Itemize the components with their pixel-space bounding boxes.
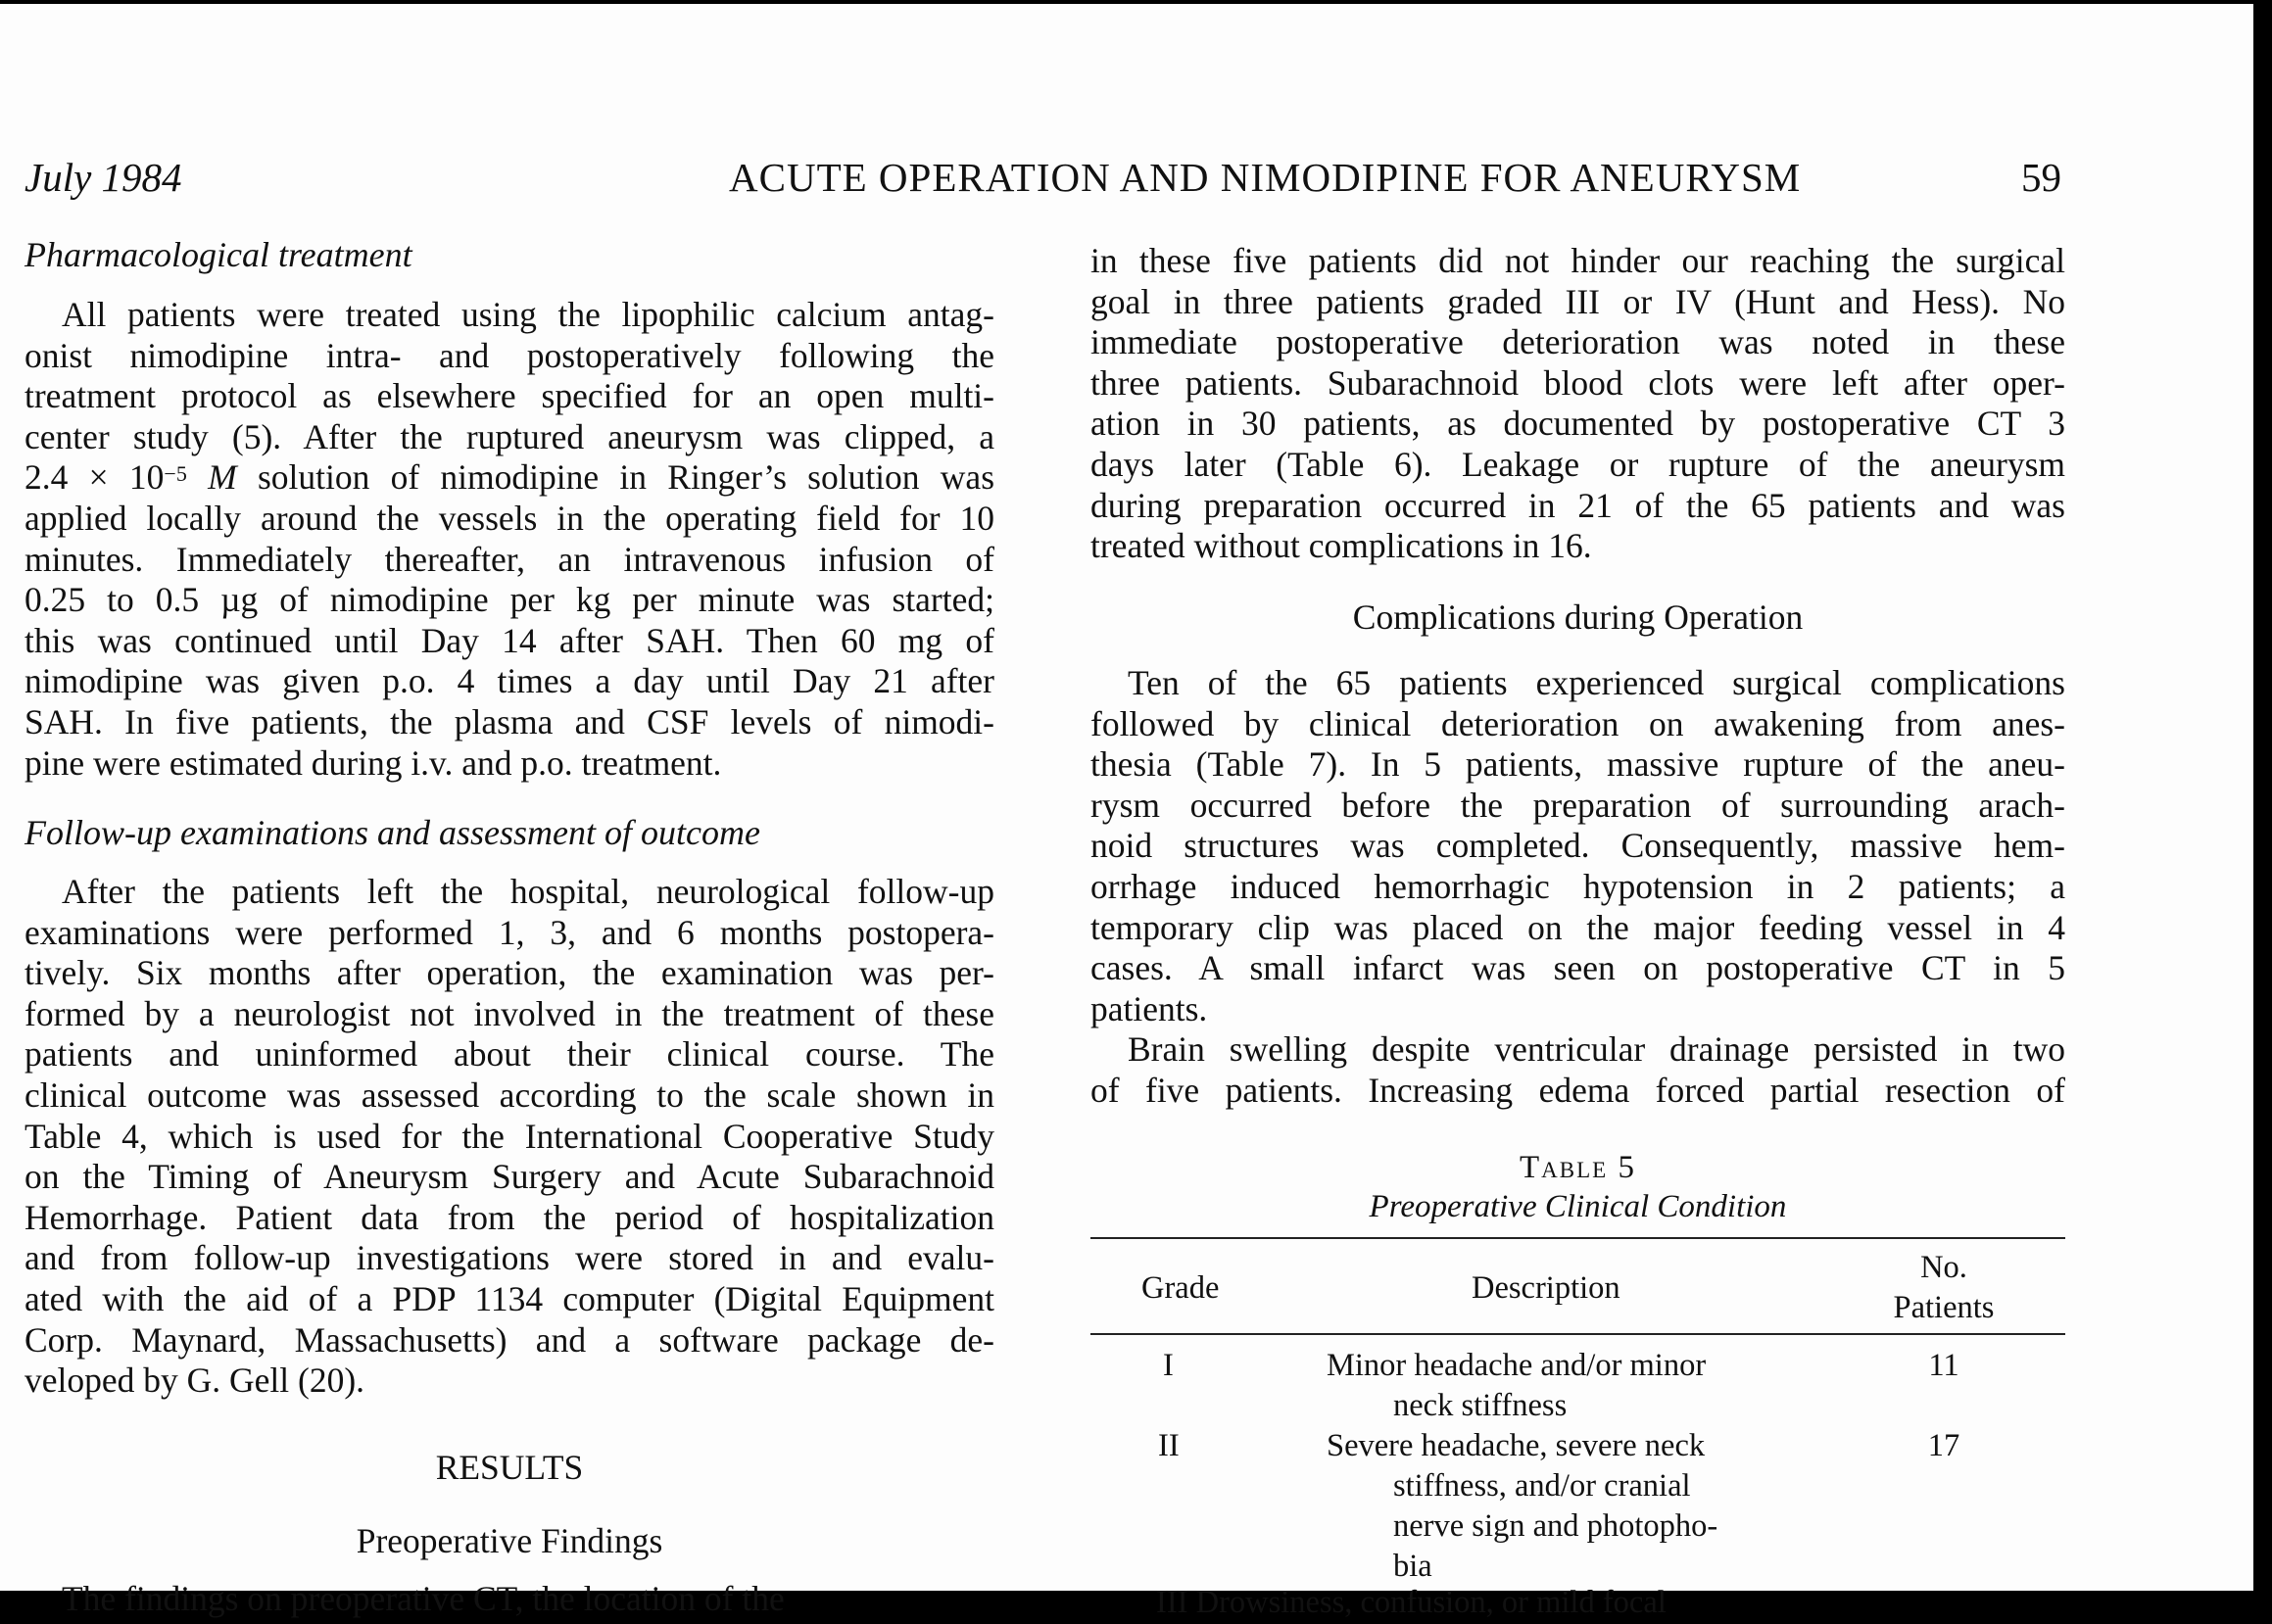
text-line: temporary clip was placed on the major feeding vessel in 4 bbox=[1090, 907, 2065, 947]
text-line: thesia (Table 7). In 5 patients, massive rupture of the aneu- bbox=[1090, 744, 2065, 785]
text-line: orrhage induced hemorrhagic hypotension in 2 patients; a bbox=[1090, 866, 2065, 906]
table-row-grade: II bbox=[1158, 1428, 1180, 1463]
text-line: during preparation occurred in 21 of the 65 patients and was bbox=[1090, 485, 2065, 525]
text-line: minutes. Immediately thereafter, an intravenous infusion of bbox=[24, 539, 994, 579]
text-line: rysm occurred before the preparation of surrounding arach- bbox=[1090, 785, 2065, 825]
page-number: 59 bbox=[2021, 155, 2061, 200]
table-row-description: Severe headache, severe neck stiffness, and/or cranial nerve sign and photopho- bia bbox=[1327, 1428, 1718, 1584]
text-line: three patients. Subarachnoid blood clots were left after oper- bbox=[1090, 362, 2065, 403]
exponent: −5 bbox=[164, 461, 187, 487]
text-line: this was continued until Day 14 after SAH. Then 60 mg of bbox=[24, 620, 994, 660]
text-line: and from follow-up investigations were stored in and evalu- bbox=[24, 1238, 994, 1278]
text-line: Hemorrhage. Patient data from the period of hospitalization bbox=[24, 1197, 994, 1237]
pharm-paragraph bbox=[24, 295, 994, 784]
text-line: SAH. In five patients, the plasma and CSF levels of nimodi- bbox=[24, 701, 994, 741]
section-heading-pharmacological: Pharmacological treatment bbox=[24, 235, 412, 274]
complications-paragraph bbox=[1090, 663, 2065, 1112]
text-line: Corp. Maynard, Massachusetts) and a software package de- bbox=[24, 1319, 994, 1360]
subsection-heading-complications: Complications during Operation bbox=[1352, 597, 1804, 637]
text-line: Ten of the 65 patients experienced surgical complications bbox=[1128, 663, 2065, 702]
text-line: tively. Six months after operation, the examination was per- bbox=[24, 953, 994, 993]
results-heading-block bbox=[24, 1448, 994, 1489]
text-line: treated without complications in 16. bbox=[1090, 526, 1592, 566]
table-header-rule bbox=[1090, 1333, 2065, 1335]
running-head-date: July 1984 bbox=[24, 155, 182, 200]
text-line: followed by clinical deterioration on awakening from anes- bbox=[1090, 703, 2065, 743]
table-top-rule bbox=[1090, 1237, 2065, 1239]
text-line: applied locally around the vessels in the operating field for 10 bbox=[24, 498, 994, 538]
clipped-table-row: III Drowsiness, confusion, or mild focal bbox=[1156, 1585, 1667, 1620]
text-line: patients and uninformed about their clinical course. The bbox=[24, 1034, 994, 1075]
continued-paragraph bbox=[1090, 241, 2065, 567]
text-line: noid structures was completed. Consequently, massive hem- bbox=[1090, 826, 2065, 866]
text-line: goal in three patients graded III or IV (Hunt and Hess). No bbox=[1090, 281, 2065, 321]
table-label: Table 5 bbox=[1520, 1150, 1636, 1185]
text-line: days later (Table 6). Leakage or rupture of the aneurysm bbox=[1090, 444, 2065, 484]
text-line: center study (5). After the ruptured aneurysm was clipped, a bbox=[24, 416, 994, 456]
table-row-patients: 17 bbox=[1927, 1428, 1960, 1463]
table-header-description: Description bbox=[1472, 1270, 1620, 1306]
section-heading-followup: Follow-up examinations and assessment of outcome bbox=[24, 813, 760, 852]
text-line: formed by a neurologist not involved in the treatment of these bbox=[24, 993, 994, 1033]
text-line: ation in 30 patients, as documented by postoperative CT 3 bbox=[1090, 404, 2065, 444]
molar-unit: M bbox=[208, 457, 237, 498]
text-line: onist nimodipine intra- and postoperatively following the bbox=[24, 335, 994, 375]
text-line: pine were estimated during i.v. and p.o. treatment. bbox=[24, 742, 722, 783]
pharm-heading-block bbox=[24, 235, 994, 276]
journal-page bbox=[0, 4, 2253, 1620]
text-line: on the Timing of Aneurysm Surgery and Acute Subarachnoid bbox=[24, 1157, 994, 1197]
preop-heading-block bbox=[24, 1521, 994, 1562]
section-heading-results: RESULTS bbox=[435, 1448, 584, 1487]
text-line: clinical outcome was assessed according to the scale shown in bbox=[24, 1075, 994, 1115]
text-line: All patients were treated using the lipophilic calcium antag- bbox=[62, 295, 994, 334]
text-line: nimodipine was given p.o. 4 times a day until Day 21 after bbox=[24, 661, 994, 701]
text-line: ated with the aid of a PDP 1134 computer (Digital Equipment bbox=[24, 1278, 994, 1318]
text-line: immediate postoperative deterioration was noted in these bbox=[1090, 322, 2065, 362]
subsection-heading-preoperative-findings: Preoperative Findings bbox=[356, 1521, 663, 1560]
text-line: veloped by G. Gell (20). bbox=[24, 1361, 365, 1401]
table-row-patients: 11 bbox=[1928, 1348, 1959, 1383]
text-line: treatment protocol as elsewhere specified for an open multi- bbox=[24, 376, 994, 416]
table-header-grade: Grade bbox=[1141, 1270, 1220, 1306]
text-line: cases. A small infarct was seen on postoperative CT in 5 bbox=[1090, 948, 2065, 988]
table-row-description: Minor headache and/or minor neck stiffness bbox=[1327, 1348, 1707, 1423]
followup-heading-block bbox=[24, 813, 994, 854]
text-line: examinations were performed 1, 3, and 6 months postopera- bbox=[24, 912, 994, 952]
concentration-line: $2.4 \times 10^{-5}$ M solution of nimodipine in Ringer’s solution was bbox=[24, 457, 995, 498]
text-line: Brain swelling despite ventricular drainage persisted in two bbox=[1128, 1029, 2065, 1070]
text-line: Table 4, which is used for the International Cooperative Study bbox=[24, 1116, 994, 1156]
complications-heading-block bbox=[1090, 597, 2065, 639]
text-line: in these five patients did not hinder our reaching the surgical bbox=[1090, 241, 2065, 280]
text-line: of five patients. Increasing edema forced partial resection of bbox=[1090, 1070, 2065, 1110]
clipped-text-line: The findings on preoperative CT, the location of the bbox=[62, 1579, 785, 1618]
followup-paragraph bbox=[24, 872, 994, 1402]
table-header-patients: No. Patients bbox=[1893, 1250, 1995, 1325]
table-title: Preoperative Clinical Condition bbox=[1369, 1189, 1787, 1224]
table-row-grade: I bbox=[1163, 1348, 1174, 1383]
text-line: 0.25 to 0.5 µg of nimodipine per kg per minute was started; bbox=[24, 580, 994, 620]
text-line: After the patients left the hospital, neurological follow-up bbox=[62, 872, 994, 911]
text-line: patients. bbox=[1090, 988, 1208, 1028]
running-head-title: ACUTE OPERATION AND NIMODIPINE FOR ANEURYSM bbox=[729, 155, 1802, 200]
